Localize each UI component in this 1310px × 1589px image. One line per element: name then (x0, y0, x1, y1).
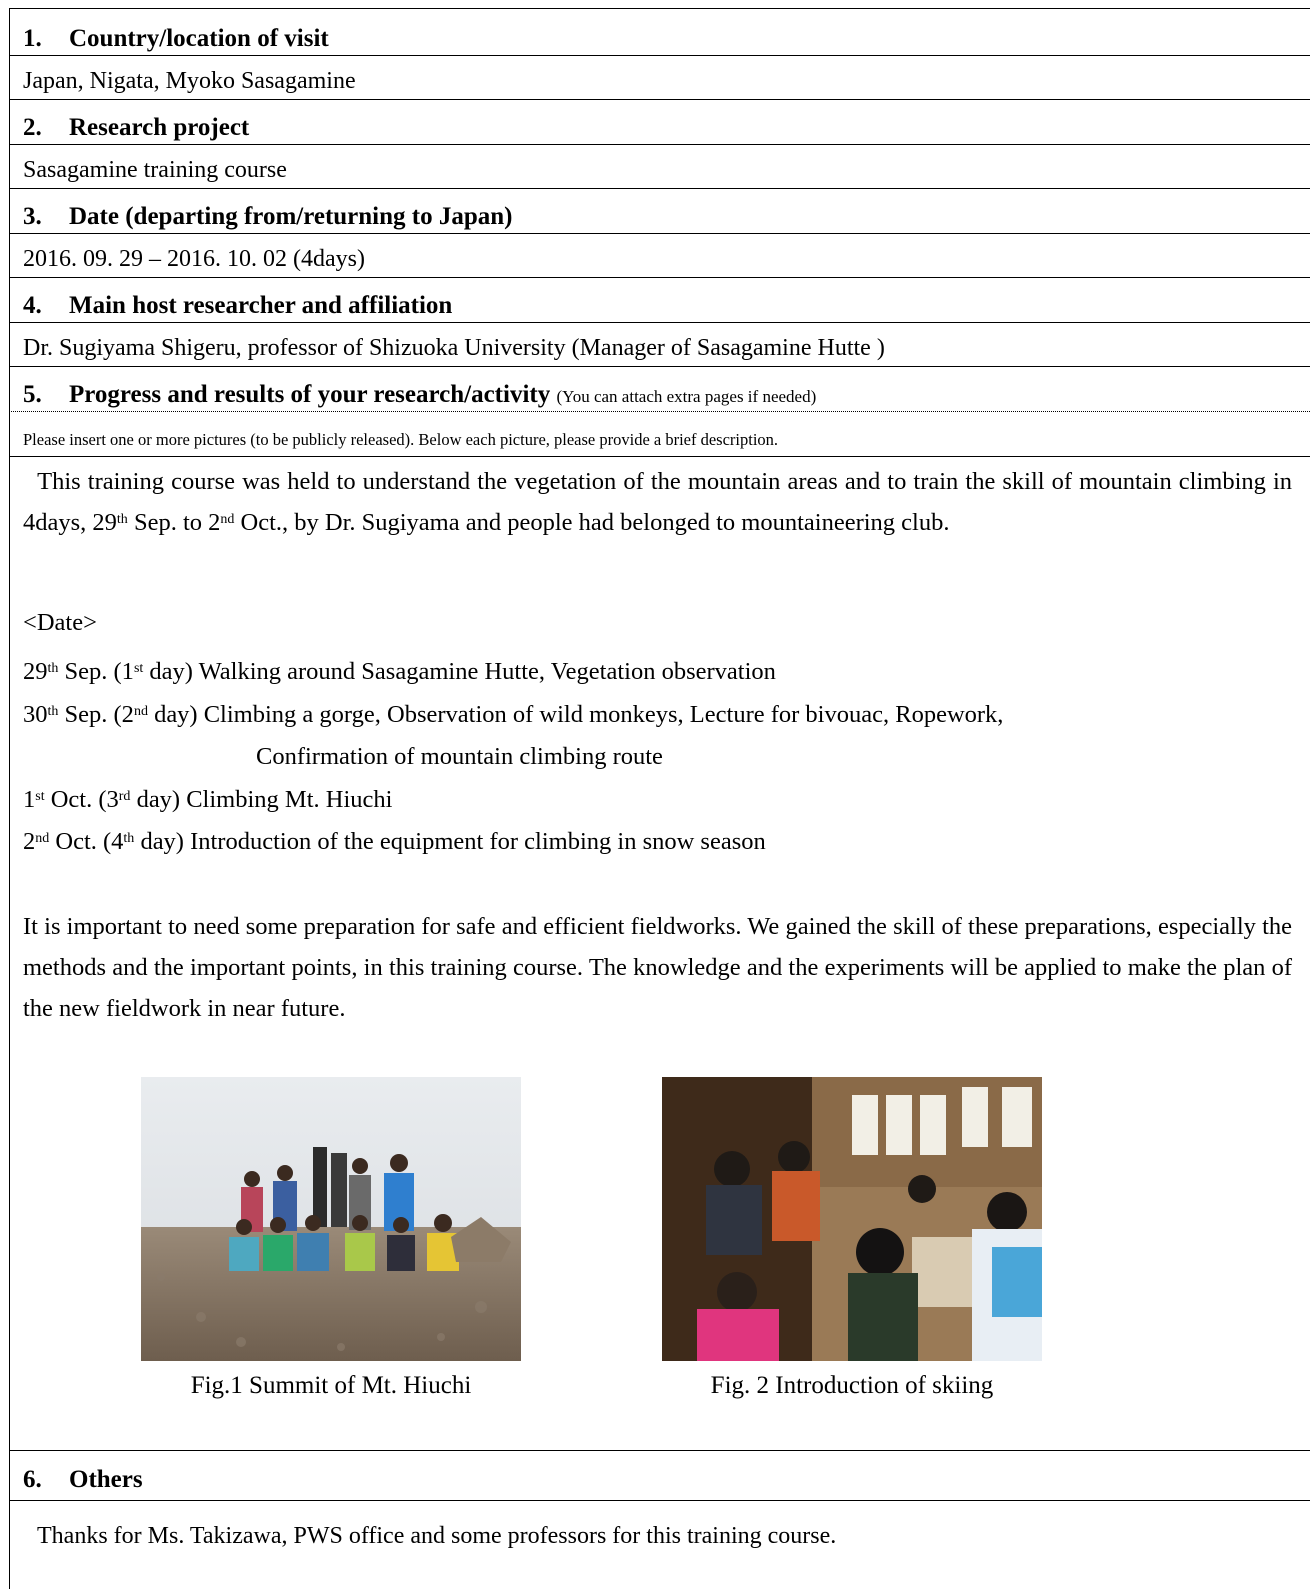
intro-paragraph: This training course was held to understand the vegetation of the mountain areas and to train the skill of mountain climbing in 4days, 29th Sep. to 2nd Oct., by Dr. Sugiyama and people had belonged to mountaineering club. (23, 468, 1293, 536)
section-5-note: (You can attach extra pages if needed) (556, 387, 817, 406)
schedule-heading: <Date> (23, 609, 97, 636)
figure-1-photo (141, 1077, 521, 1361)
section-1-value: Japan, Nigata, Myoko Sasagamine (23, 68, 356, 94)
schedule-day-2-continued: Confirmation of mountain climbing route (256, 743, 663, 770)
schedule-day-1: 29th Sep. (1st day) Walking around Sasagamine Hutte, Vegetation observation (23, 658, 776, 685)
schedule-day-3: 1st Oct. (3rd day) Climbing Mt. Hiuchi (23, 786, 393, 813)
section-5-header: 5. Progress and results of your research/activity (You can attach extra pages if needed) (23, 381, 817, 408)
section-6-header: 6. Others (23, 1466, 143, 1493)
figure-2-photo (662, 1077, 1042, 1361)
section-5-instruction: Please insert one or more pictures (to be publicly released). Below each picture, please provide a brief description. (23, 430, 779, 449)
section-2-value: Sasagamine training course (23, 157, 287, 183)
section-1-header: 1. Country/location of visit (23, 25, 329, 52)
section-3-header: 3. Date (departing from/returning to Japan) (23, 203, 513, 230)
schedule-day-2: 30th Sep. (2nd day) Climbing a gorge, Observation of wild monkeys, Lecture for bivouac, Ropework, (23, 701, 1004, 728)
section-6-value: Thanks for Ms. Takizawa, PWS office and some professors for this training course. (37, 1523, 837, 1549)
section-4-header: 4. Main host researcher and affiliation (23, 292, 453, 319)
schedule-day-4: 2nd Oct. (4th day) Introduction of the equipment for climbing in snow season (23, 828, 766, 855)
figure-1-caption: Fig.1 Summit of Mt. Hiuchi (190, 1372, 472, 1399)
conclusion-paragraph: It is important to need some preparation for safe and efficient fieldworks. We gained the skill of these preparations, especially the methods and the important points, in this training course. The knowledge and the experiments will be applied to make the plan of the new fieldwork in near future. (23, 913, 1292, 1022)
section-4-value: Dr. Sugiyama Shigeru, professor of Shizuoka University (Manager of Sasagamine Hutte ) (23, 335, 885, 361)
figure-2-caption: Fig. 2 Introduction of skiing (710, 1372, 994, 1399)
section-3-value: 2016. 09. 29 – 2016. 10. 02 (4days) (23, 246, 365, 272)
section-2-header: 2. Research project (23, 114, 250, 141)
